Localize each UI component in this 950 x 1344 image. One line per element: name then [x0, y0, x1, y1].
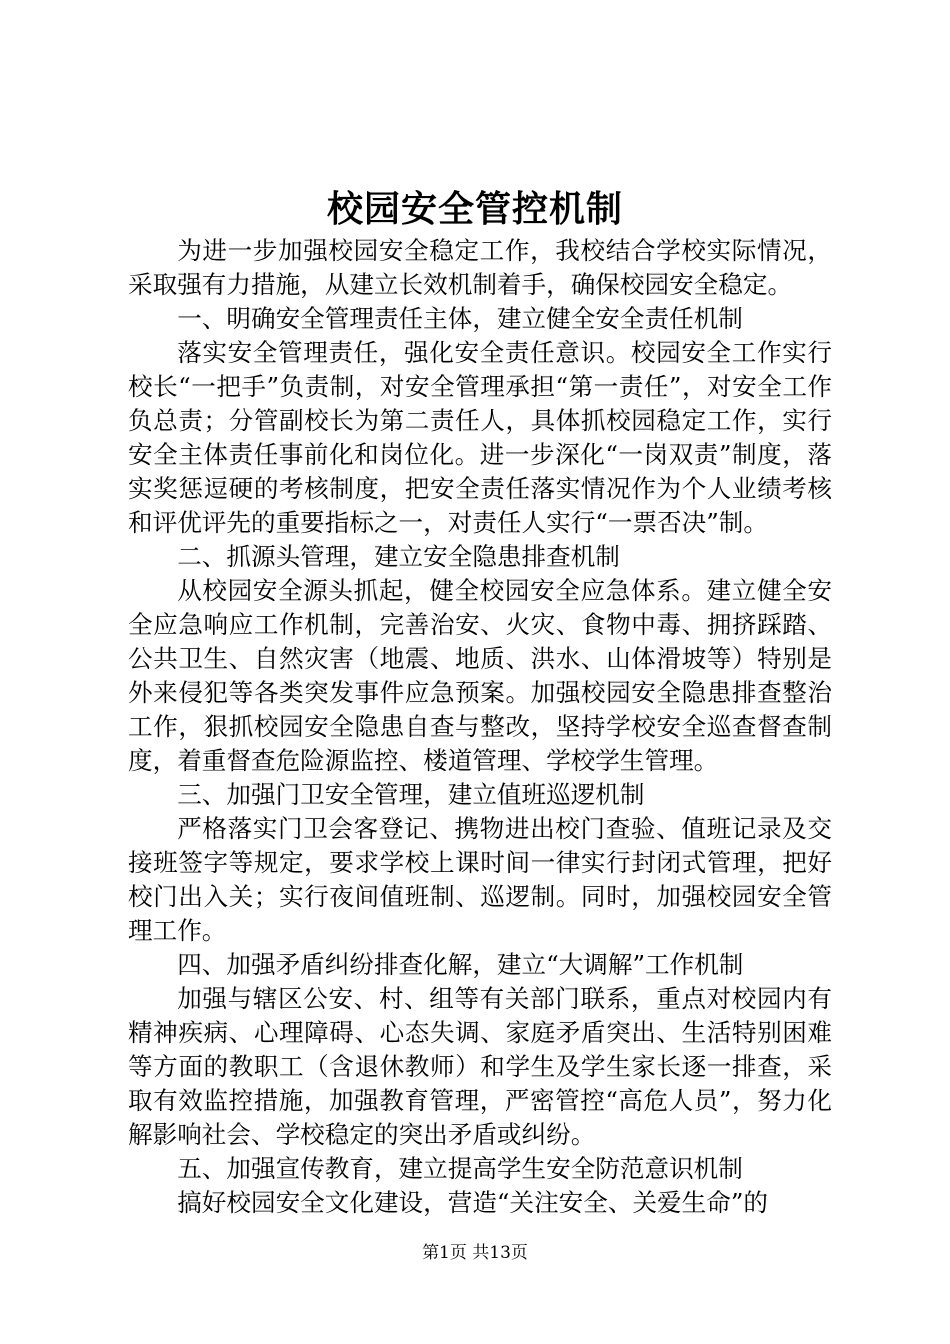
- section-heading-2: 二、抓源头管理，建立安全隐患排查机制: [177, 542, 620, 571]
- paragraph-section-5: 搞好校园安全文化建设，营造“关注安全、关爱生命”的: [177, 1188, 768, 1217]
- paragraph-section-2: 从校园安全源头抓起，健全校园安全应急体系。建立健全安全应急响应工作机制，完善治安、火灾、食物中毒、拥挤踩踏、公共卫生、自然灾害（地震、地质、洪水、山体滑坡等）特别是外来侵犯等各类突发事件应急预案。加强校园安全隐患排查整治工作，狠抓校园安全隐患自查与整改，坚持学校安全巡查督查制度，着重督查危险源监控、楼道管理、学校学生管理。: [128, 576, 832, 775]
- page-number-footer: 第1页 共13页: [422, 1243, 528, 1263]
- paragraph-intro: 为进一步加强校园安全稳定工作，我校结合学校实际情况，采取强有力措施，从建立长效机制着手，确保校园安全稳定。: [128, 236, 832, 299]
- section-heading-1: 一、明确安全管理责任主体，建立健全安全责任机制: [177, 304, 743, 333]
- section-heading-5: 五、加强宣传教育，建立提高学生安全防范意识机制: [177, 1154, 743, 1183]
- paragraph-section-3: 严格落实门卫会客登记、携物进出校门查验、值班记录及交接班签字等规定，要求学校上课时间一律实行封闭式管理，把好校门出入关；实行夜间值班制、巡逻制。同时，加强校园安全管理工作。: [128, 814, 832, 945]
- paragraph-section-1: 落实安全管理责任，强化安全责任意识。校园安全工作实行校长“一把手”负责制，对安全管理承担“第一责任”，对安全工作负总责；分管副校长为第二责任人，具体抓校园稳定工作，实行安全主体责任事前化和岗位化。进一步深化“一岗双责”制度，落实奖惩逗硬的考核制度，把安全责任落实情况作为个人业绩考核和评优评先的重要指标之一，对责任人实行“一票否决”制。: [128, 338, 832, 537]
- section-heading-3: 三、加强门卫安全管理，建立值班巡逻机制: [177, 780, 645, 809]
- paragraph-section-4: 加强与辖区公安、村、组等有关部门联系，重点对校园内有精神疾病、心理障碍、心态失调、家庭矛盾突出、生活特别困难等方面的教职工（含退休教师）和学生及学生家长逐一排查，采取有效监控措施，加强教育管理，严密管控“高危人员”，努力化解影响社会、学校稳定的突出矛盾或纠纷。: [128, 984, 832, 1149]
- section-heading-4: 四、加强矛盾纠纷排查化解，建立“大调解”工作机制: [177, 950, 744, 979]
- document-body: [128, 234, 832, 1220]
- document-title: 校园安全管控机制: [326, 188, 623, 230]
